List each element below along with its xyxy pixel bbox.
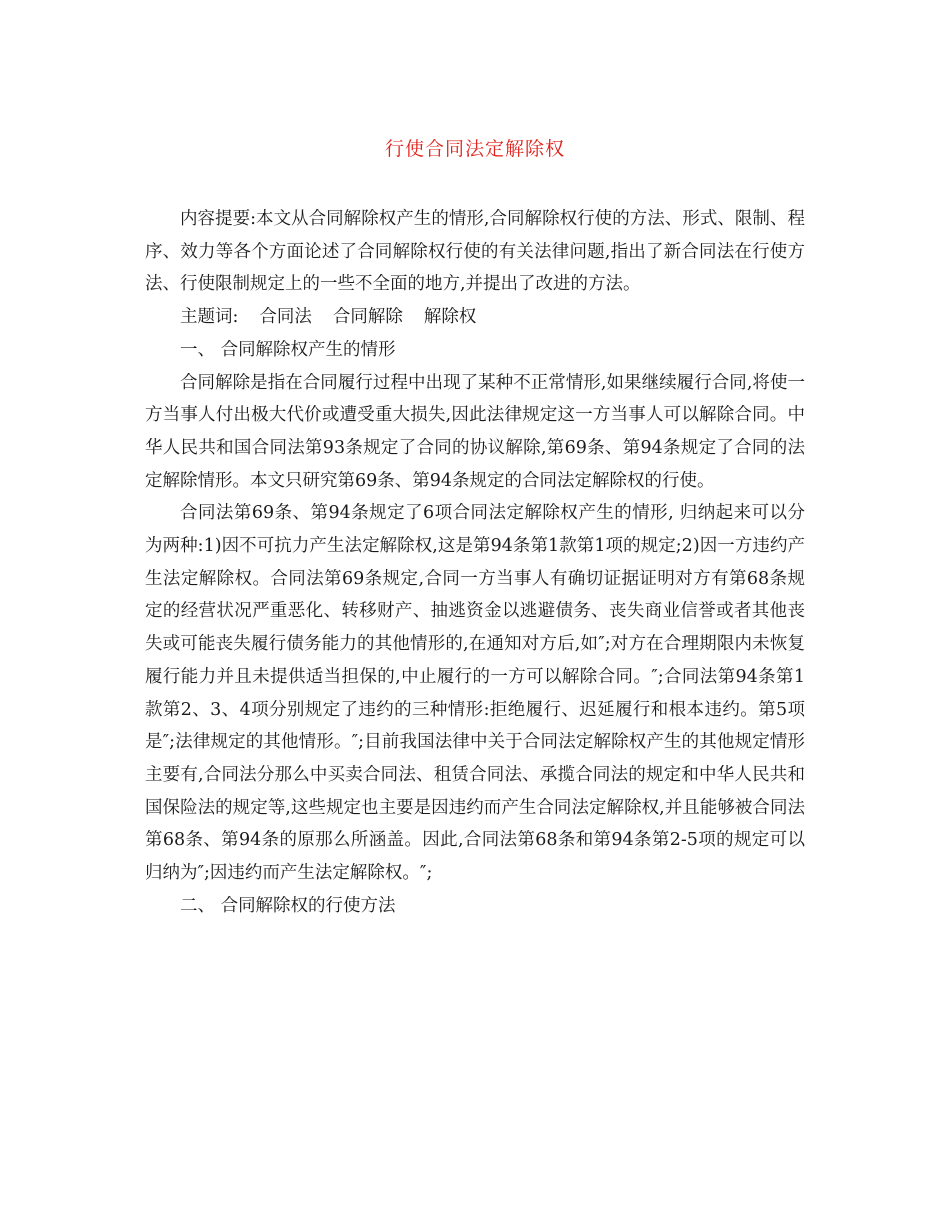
keyword-item: 解除权 [423,307,477,328]
keywords-label: 主题词: [180,307,239,328]
document-title: 行使合同法定解除权 [384,138,565,160]
document-body [145,203,805,922]
body-paragraph-1: 合同解除是指在合同履行过程中出现了某种不正常情形,如果继续履行合同,将使一方当事人付出极大代价或遭受重大损失,因此法律规定这一方当事人可以解除合同。中华人民共和国合同法第93条规定了合同的协议解除,第69条、第94条规定了合同的法定解除情形。本文只研究第69条、第94条规定的合同法定解除权的行使。 [145,372,805,491]
section-heading-1: 一、 合同解除权产生的情形 [180,339,396,360]
keywords-line [145,301,805,334]
abstract-paragraph: 内容提要:本文从合同解除权产生的情形,合同解除权行使的方法、形式、限制、程序、效力等各个方面论述了合同解除权行使的有关法律问题,指出了新合同法在行使方法、行使限制规定上的一些不全面的地方,并提出了改进的方法。 [145,209,805,295]
section-heading-2: 二、 合同解除权的行使方法 [180,895,396,916]
keyword-item: 合同解除 [332,307,403,328]
keyword-item: 合同法 [259,307,312,328]
body-paragraph-2: 合同法第69条、第94条规定了6项合同法定解除权产生的情形, 归纳起来可以分为两种:1)因不可抗力产生法定解除权,这是第94条第1款第1项的规定;2)因一方违约产生法定解除权。合同法第69条规定,合同一方当事人有确切证据证明对方有第68条规定的经营状况严重恶化、转移财产、抽逃资金以逃避债务、丧失商业信誉或者其他丧失或可能丧失履行债务能力的其他情形的,在通知对方后,如″;对方在合理期限内未恢复履行能力并且未提供适当担保的,中止履行的一方可以解除合同。″;合同法第94条第1款第2、3、4项分别规定了违约的三种情形:拒绝履行、迟延履行和根本违约。第5项是″;法律规定的其他情形。″;目前我国法律中关于合同法定解除权产生的其他规定情形主要有,合同法分那么中买卖合同法、租赁合同法、承揽合同法的规定和中华人民共和国保险法的规定等,这些规定也主要是因违约而产生合同法定解除权,并且能够被合同法第68条、第94条的原那么所涵盖。因此,合同法第68条和第94条第2-5项的规定可以归纳为″;因违约而产生法定解除权。″; [145,503,805,884]
